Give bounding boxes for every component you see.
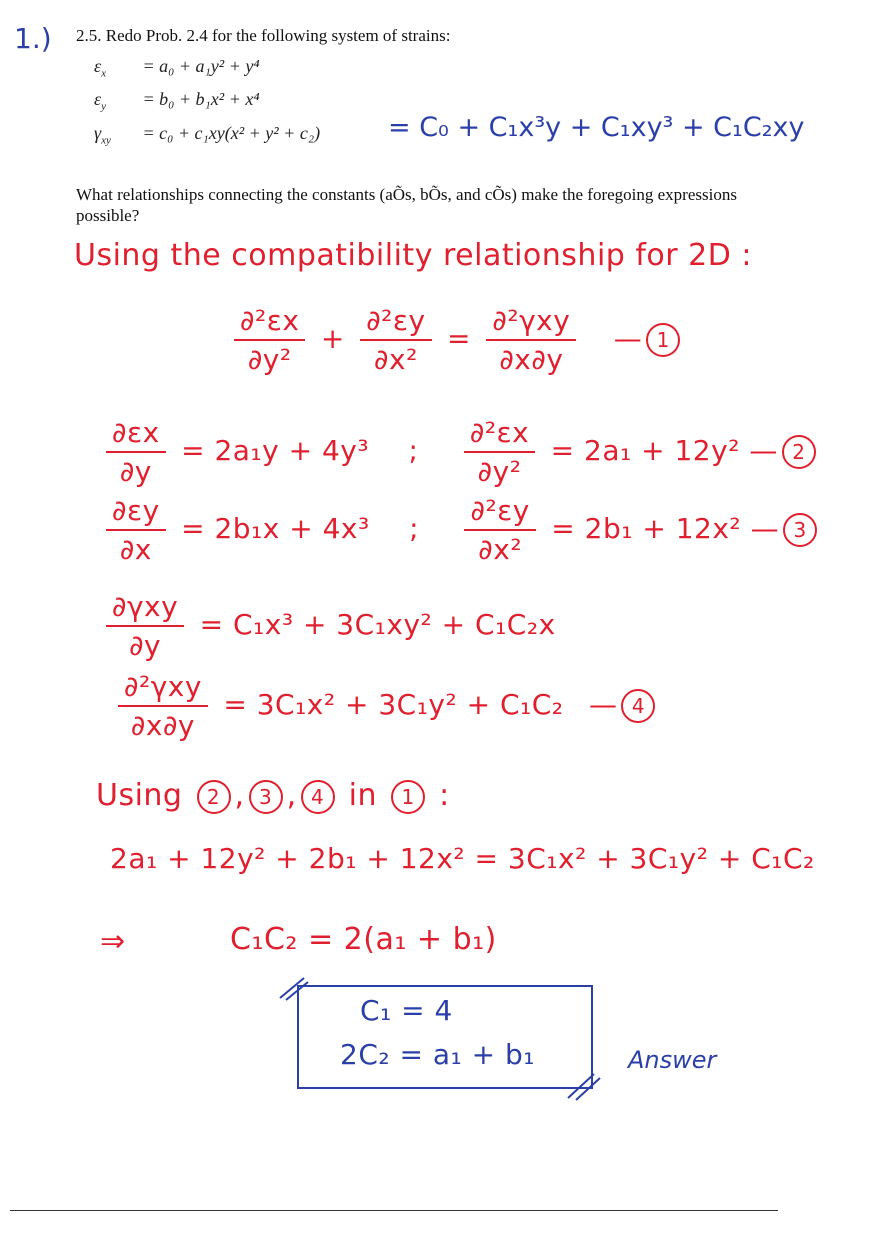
combined-equation: 2a₁ + 12y² + 2b₁ + 12x² = 3C₁x² + 3C₁y² + C₁C₂ (110, 842, 815, 875)
second-derivative-gxy: $\frac{\text{∂²γxy}}{\partial x\partial y}$ = 3C₁x² + 3C₁y² + C₁C₂ — 4 (112, 670, 659, 742)
eq-tag-3: 3 (783, 513, 817, 547)
using-equations-line: Using 2 , 3 , 4 in 1 : (96, 778, 450, 813)
strain-eq-xy: $\gamma_{xy} = c_0 + c_1xy(x^2 + y^2 + c_2)$ (94, 123, 321, 147)
result-equation: C₁C₂ = 2(a₁ + b₁) (230, 922, 497, 957)
eq-tag-2: 2 (782, 435, 816, 469)
footer-divider (10, 1210, 778, 1211)
answer-line-2: 2C₂ = a₁ + b₁ (340, 1038, 535, 1071)
strain-expansion: = C₀ + C₁x³y + C₁xy³ + C₁C₂xy (388, 112, 805, 143)
answer-line-1: C₁ = 4 (360, 994, 453, 1027)
strain-eq-x: $\varepsilon_x = a_0 + a_1y^2 + y^4$ (94, 56, 260, 80)
problem-marker: 1.) (14, 22, 52, 55)
eq-tag-1: 1 (646, 323, 680, 357)
implies-arrow: ⇒ (100, 924, 126, 959)
problem-title: 2.5. Redo Prob. 2.4 for the following system of strains: (76, 26, 451, 45)
answer-label: Answer (628, 1046, 717, 1074)
eq-tag-4: 4 (621, 689, 655, 723)
strain-eq-y: $\varepsilon_y = b_0 + b_1x^2 + x^4$ (94, 89, 260, 113)
derivative-gxy: $\frac{\text{∂γxy}}{\partial y}$ = C₁x³ + 3C₁xy² + C₁C₂x (100, 590, 556, 662)
compatibility-equation: $\frac{\text{∂²εx}}{\text{∂y²}}$ + $\frac{\text{∂²εy}}{\text{∂x²}}$ = $\frac{\text{∂²γxy}}{\partial x\partial y}$ — 1 (228, 304, 684, 376)
derivative-ey: $\frac{\partial\varepsilon y}{\partial x}$ = 2b₁x + 4x³ ; $\frac{\text{∂²εy}}{\text{∂x²}}$ = 2b₁ + 12x² — 3 (100, 494, 821, 566)
problem-question: What relationships connecting the constants (aÕs, bÕs, and cÕs) make the foregoing expressions possible? (76, 185, 737, 225)
solution-intro: Using the compatibility relationship for 2D : (74, 238, 752, 273)
derivative-ex: $\frac{\partial\varepsilon x}{\partial y}$ = 2a₁y + 4y³ ; $\frac{\text{∂²εx}}{\text{∂y²}}$ = 2a₁ + 12y² — 2 (100, 416, 820, 488)
